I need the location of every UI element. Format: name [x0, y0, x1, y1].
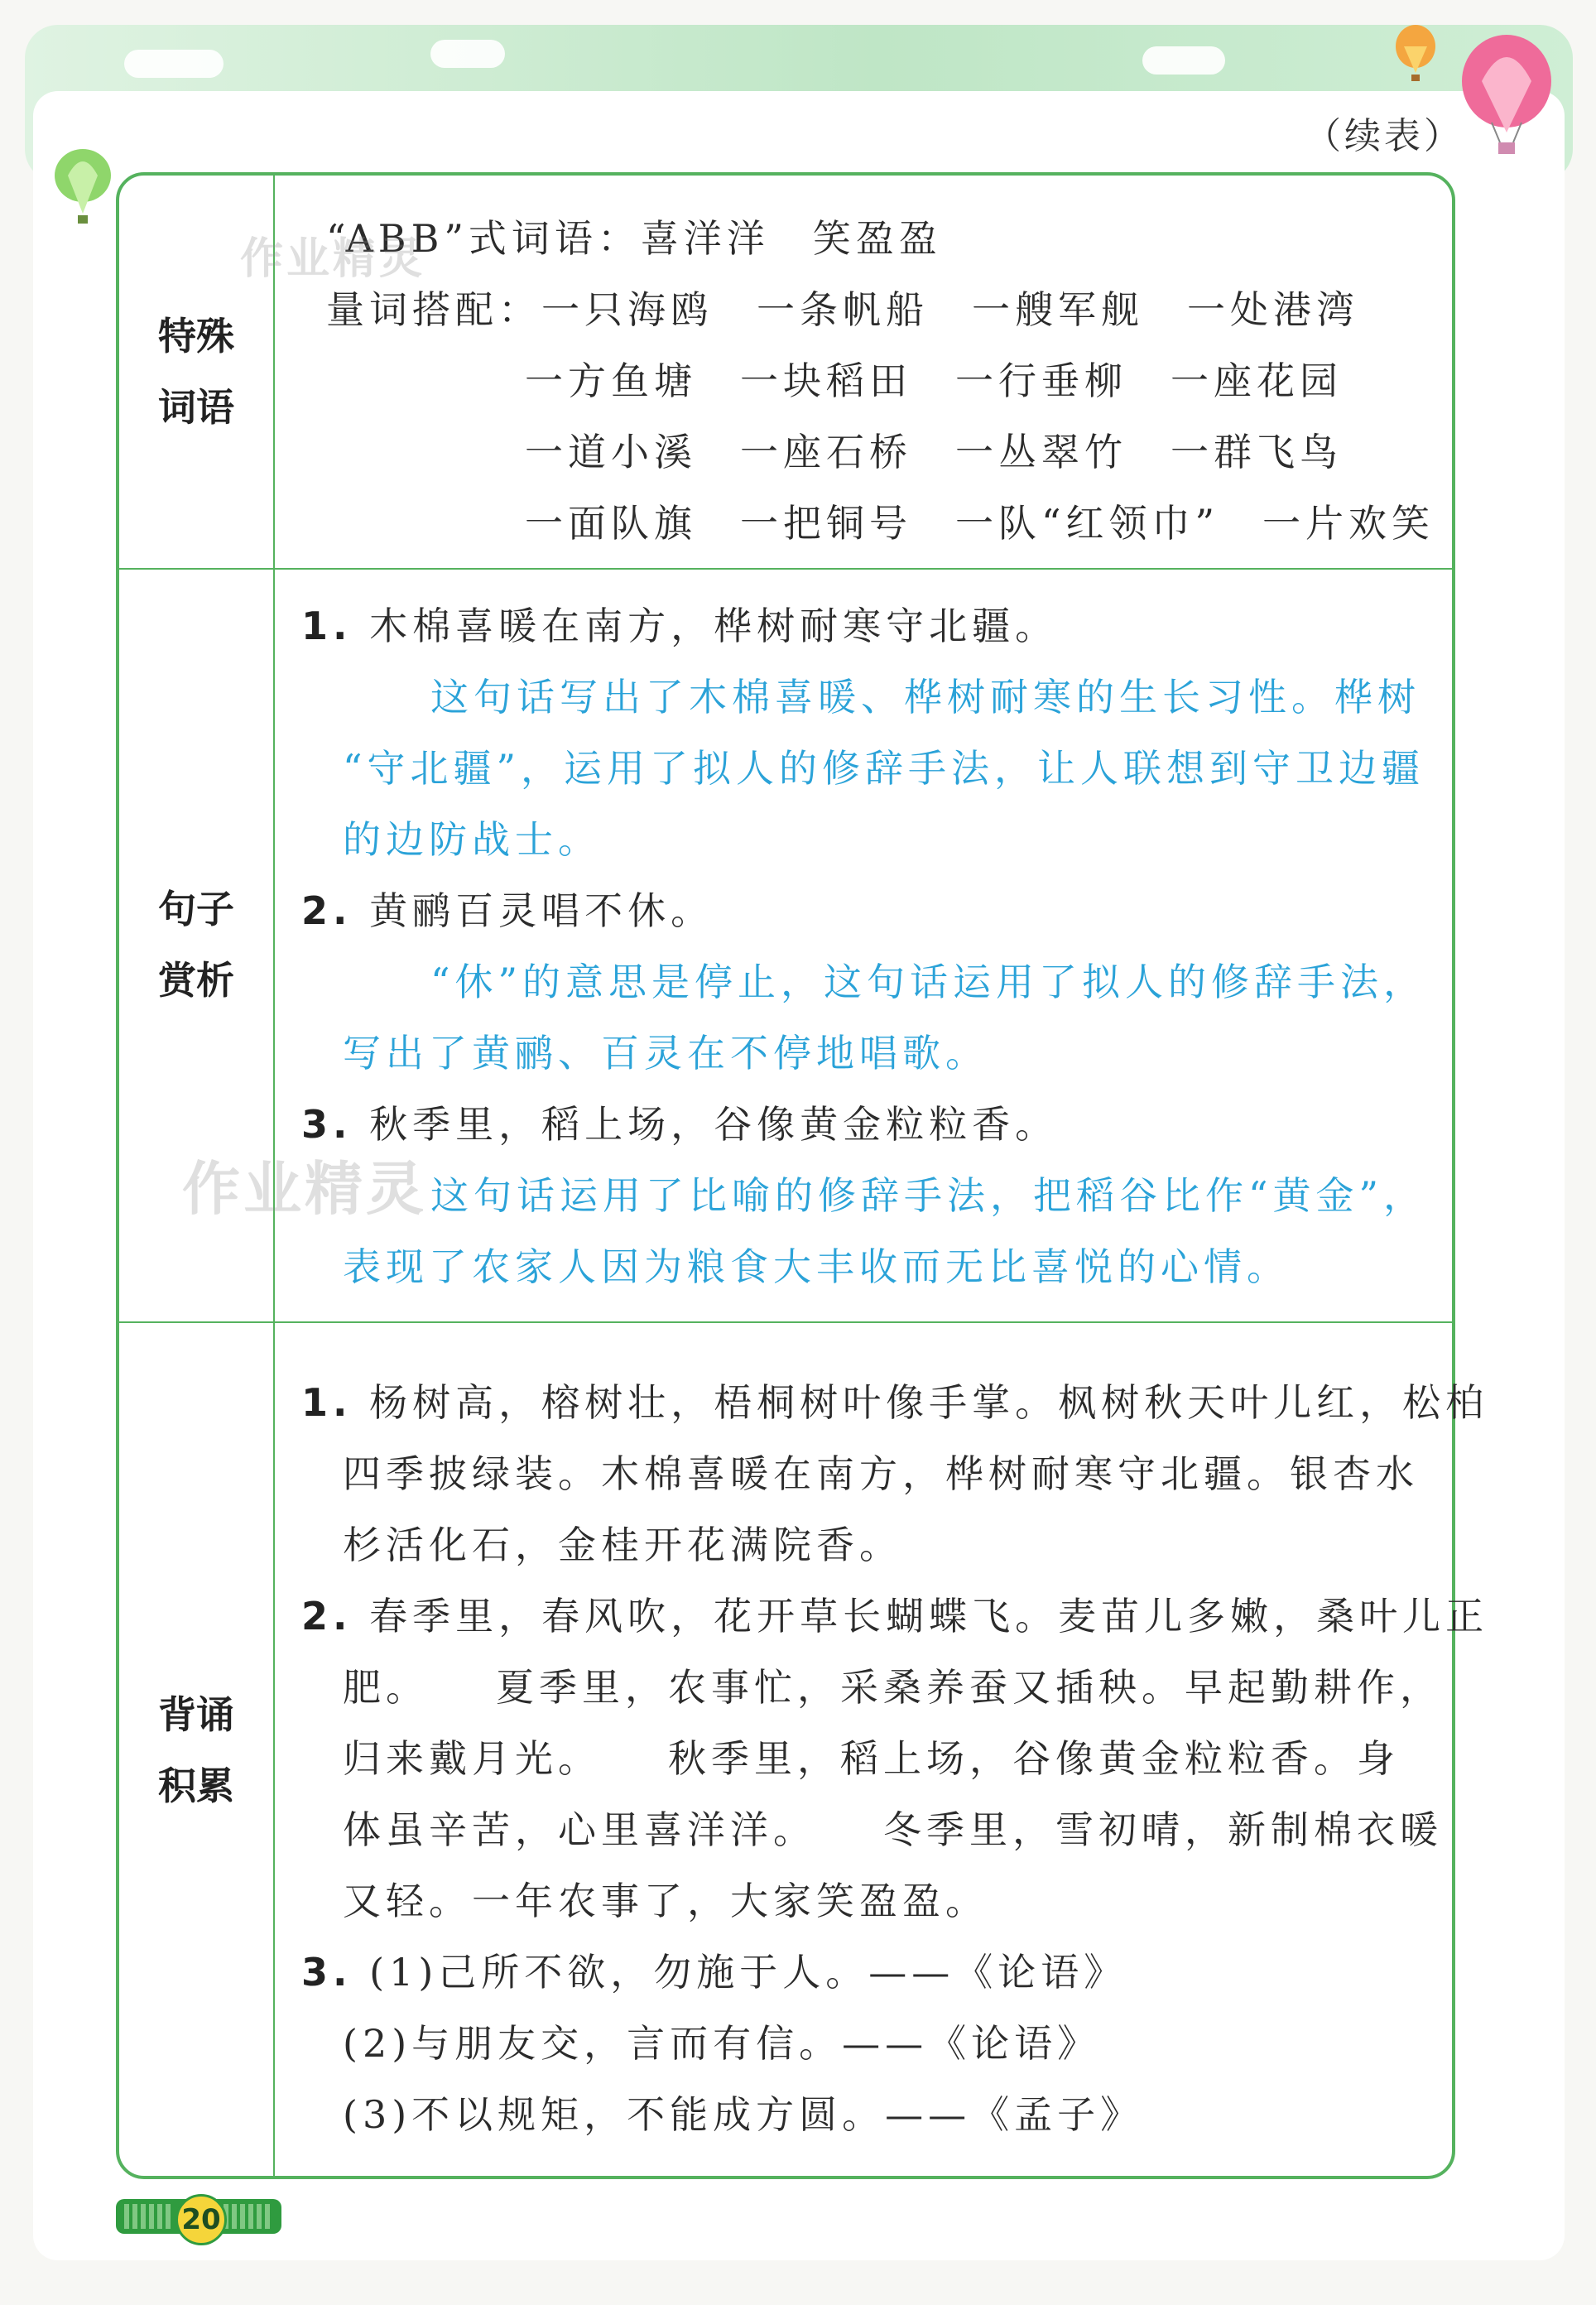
row-label-line: 背诵: [158, 1692, 234, 1737]
row-label-line: 积累: [158, 1764, 234, 1808]
cloud-decoration: [124, 50, 224, 78]
continued-label: （续表）: [1305, 115, 1464, 157]
analysis-text: 这句话写出了木棉喜暖、桦树耐寒的生长习性。桦树: [430, 675, 1421, 719]
analysis-text: “休”的意思是停止，这句话运用了拟人的修辞手法，: [430, 960, 1427, 1004]
analysis-text: 的边防战士。: [343, 817, 601, 862]
sentence-item: [301, 596, 1058, 651]
analysis-text: “守北疆”，运用了拟人的修辞手法，让人联想到守卫边疆: [343, 746, 1425, 791]
hot-air-balloon-icon: [1391, 23, 1440, 89]
recite-text: 又轻。一年农事了，大家笑盈盈。: [343, 1879, 988, 1923]
sentence-text: 秋季里，稻上场，谷像黄金粒粒香。: [369, 1102, 1059, 1147]
abb-words-line: “ABB”式词语：喜洋洋 笑盈盈: [326, 216, 942, 261]
row-label-line: 词语: [158, 385, 234, 430]
row-label-line: 赏析: [158, 958, 234, 1003]
recite-text: 肥。 夏季里，农事忙，采桑养蚕又插秧。早起勤耕作，: [343, 1665, 1443, 1710]
hot-air-balloon-icon: [1457, 33, 1556, 166]
item-number: 3.: [301, 1950, 353, 1995]
sentence-item: [301, 881, 714, 936]
measure-words-line: 量词搭配：一只海鸥 一条帆船 一艘军舰 一处港湾: [326, 287, 1359, 332]
recite-text: 四季披绿装。木棉喜暖在南方，桦树耐寒守北疆。银杏水: [343, 1451, 1419, 1496]
measure-words-line: 一方鱼塘 一块稻田 一行垂柳 一座花园: [525, 359, 1343, 403]
item-number: 3.: [301, 1102, 353, 1147]
item-number: 2.: [301, 1594, 353, 1639]
recite-text: 杨树高，榕树壮，梧桐树叶像手掌。枫树秋天叶儿红，松柏: [369, 1380, 1489, 1425]
hot-air-balloon-icon: [50, 147, 116, 230]
sentence-text: 木棉喜暖在南方，桦树耐寒守北疆。: [369, 604, 1059, 648]
row-label-line: 句子: [158, 887, 234, 931]
analysis-text: 表现了农家人因为粮食大丰收而无比喜悦的心情。: [343, 1244, 1290, 1289]
sentence-appreciation-cell: [301, 568, 1435, 1321]
recite-item: [301, 1373, 1488, 1427]
recite-item: [301, 1942, 1127, 1997]
measure-words-line: 一面队旗 一把铜号 一队“红领巾” 一片欢笑: [525, 501, 1435, 546]
recite-text: (1)己所不欲，勿施于人。——《论语》: [369, 1950, 1127, 1995]
item-number: 1.: [301, 1380, 353, 1425]
measure-words-line: 一道小溪 一座石桥 一丛翠竹 一群飞鸟: [525, 430, 1343, 474]
badge-pattern: [224, 2204, 273, 2229]
row-label-line: 特殊: [158, 314, 234, 359]
row-label-recitation: [119, 1321, 273, 2179]
recite-text: 杉活化石，金桂开花满院香。: [343, 1523, 902, 1567]
analysis-text: 写出了黄鹂、百灵在不停地唱歌。: [343, 1031, 988, 1076]
item-number: 1.: [301, 604, 353, 648]
analysis-text: 这句话运用了比喻的修辞手法，把稻谷比作“黄金”，: [430, 1173, 1427, 1218]
item-number: 2.: [301, 888, 353, 933]
page-number: 20: [175, 2194, 227, 2245]
special-words-cell: [301, 176, 1435, 568]
recite-text: 归来戴月光。 秋季里，稻上场，谷像黄金粒粒香。身: [343, 1736, 1400, 1781]
cloud-decoration: [430, 40, 505, 68]
cloud-decoration: [1142, 46, 1225, 75]
watermark: 作业精灵: [240, 234, 426, 284]
sentence-text: 黄鹂百灵唱不休。: [369, 888, 714, 933]
recite-text: 体虽辛苦，心里喜洋洋。 冬季里，雪初晴，新制棉衣暖: [343, 1807, 1443, 1852]
recite-item: [301, 1586, 1488, 1641]
watermark: 作业精灵: [182, 1155, 427, 1223]
badge-pattern: [124, 2204, 174, 2229]
sentence-item: [301, 1095, 1058, 1149]
recite-text: (2)与朋友交，言而有信。——《论语》: [343, 2021, 1101, 2066]
recite-text: 春季里，春风吹，花开草长蝴蝶飞。麦苗儿多嫩，桑叶儿正: [369, 1594, 1489, 1639]
recitation-cell: [301, 1321, 1489, 2179]
recite-text: (3)不以规矩，不能成方圆。——《孟子》: [343, 2092, 1144, 2137]
